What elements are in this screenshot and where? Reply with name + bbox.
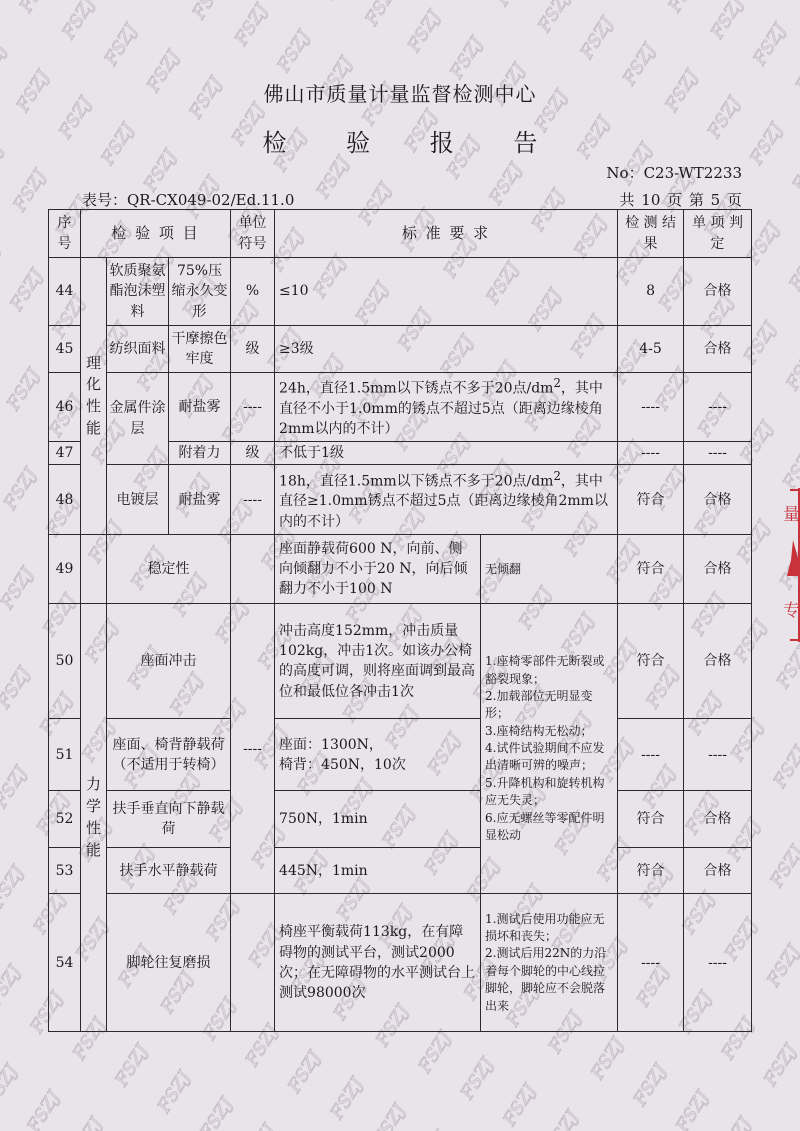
- unit-cell: ----: [231, 373, 275, 442]
- unit-spacer: [231, 535, 275, 604]
- requirement-cell: 不低于1级: [275, 442, 618, 465]
- item-cell: 座面冲击: [107, 604, 231, 719]
- seq-cell: 49: [49, 535, 81, 604]
- header-verdict: 单 项 判 定: [684, 210, 752, 258]
- item-cell: 脚轮往复磨损: [107, 894, 231, 1032]
- requirement-cell: ≤10: [275, 258, 618, 326]
- stamp-char-bottom: 专: [783, 601, 800, 621]
- subcategory-cell: 纺织面料: [107, 326, 169, 373]
- page-indicator: 共 10 页 第 5 页: [619, 191, 742, 209]
- category-spacer: [81, 535, 107, 604]
- table-row: [49, 848, 752, 894]
- seq-cell: 51: [49, 719, 81, 791]
- item-cell: 扶手水平静载荷: [107, 848, 231, 894]
- table-row: [49, 465, 752, 535]
- table-row: [49, 894, 752, 1032]
- result-cell: ----: [618, 894, 684, 1032]
- unit-cell: 级: [231, 326, 275, 373]
- result-cell: ----: [618, 719, 684, 791]
- table-header-row: [49, 210, 752, 258]
- requirement-cell: 18h，直径1.5mm以下锈点不多于20点$/dm^2$，其中直径≥1.0mm锈点不超过5点（距离边缘棱角2mm以内的不计）: [275, 465, 618, 535]
- verdict-cell: 合格: [684, 258, 752, 326]
- verdict-cell: 合格: [684, 791, 752, 848]
- header-result: 检 测 结 果: [618, 210, 684, 258]
- requirement-cell: 冲击高度152mm，冲击质量102kg，冲击1次。如该办公椅的高度可调，则将座面调到最高位和最低位各冲击1次: [275, 604, 481, 719]
- verdict-cell: 合格: [684, 848, 752, 894]
- requirement-detail-cell: 1.测试后使用功能应无损坏和丧失； 2.测试后用22N的力沿着每个脚轮的中心线拉脚轮，脚轮应不会脱落出来: [481, 894, 618, 1032]
- table-row: [49, 719, 752, 791]
- verdict-cell: 合格: [684, 604, 752, 719]
- table-row: [49, 535, 752, 604]
- unit-cell: ----: [231, 465, 275, 535]
- seq-cell: 48: [49, 465, 81, 535]
- seq-cell: 46: [49, 373, 81, 442]
- unit-cell: %: [231, 258, 275, 326]
- seq-cell: 45: [49, 326, 81, 373]
- result-cell: 符合: [618, 535, 684, 604]
- verdict-cell: ----: [684, 719, 752, 791]
- verdict-cell: ----: [684, 373, 752, 442]
- table-row: [49, 326, 752, 373]
- verdict-cell: 合格: [684, 535, 752, 604]
- item-cell: 稳定性: [107, 535, 231, 604]
- header-standard: 标 准 要 求: [275, 210, 618, 258]
- item-cell: 附着力: [169, 442, 231, 465]
- table-row: [49, 258, 752, 326]
- result-cell: ----: [618, 442, 684, 465]
- requirement-cell: 24h，直径1.5mm以下锈点不多于20点$/dm^2$，其中直径不小于1.0mm的锈点不超过5点（距离边缘棱角2mm以内的不计）: [275, 373, 618, 442]
- seq-cell: 52: [49, 791, 81, 848]
- requirement-cell: 座面静载荷600 N，向前、侧向倾翻力不小于20 N，向后倾翻力不小于100 N: [275, 535, 481, 604]
- verdict-cell: 合格: [684, 326, 752, 373]
- category-mechanical: 力学性能: [81, 604, 107, 1032]
- inspection-table: [48, 209, 752, 1032]
- report-number: No：C23-WT2233: [606, 164, 742, 182]
- table-row: [49, 604, 752, 719]
- header-unit: 单位符号: [231, 210, 275, 258]
- verdict-cell: ----: [684, 894, 752, 1032]
- requirement-cell: 750N，1min: [275, 791, 481, 848]
- subcategory-cell: 软质聚氨酯泡沫塑料: [107, 258, 169, 326]
- result-cell: 符合: [618, 791, 684, 848]
- item-cell: 耐盐雾: [169, 373, 231, 442]
- unit-cell: 级: [231, 442, 275, 465]
- result-cell: ----: [618, 373, 684, 442]
- seq-cell: 53: [49, 848, 81, 894]
- header-item: 检 验 项 目: [81, 210, 231, 258]
- requirement-cell: ≥3级: [275, 326, 618, 373]
- item-cell: 耐盐雾: [169, 465, 231, 535]
- seq-cell: 44: [49, 258, 81, 326]
- stamp-char-top: 量: [783, 505, 800, 525]
- report-title: 检 验 报 告: [262, 129, 564, 157]
- form-number: 表号：QR-CX049-02/Ed.11.0: [82, 191, 295, 209]
- result-cell: 8: [618, 258, 684, 326]
- item-cell: 扶手垂直向下静载荷: [107, 791, 231, 848]
- category-physical: 理化性能: [81, 258, 107, 535]
- result-cell: 4-5: [618, 326, 684, 373]
- unit-spacer: [231, 894, 275, 1032]
- table-row: [49, 373, 752, 442]
- requirement-cell: 座面：1300N， 椅背：450N，10次: [275, 719, 481, 791]
- item-cell: 座面、椅背静载荷（不适用于转椅）: [107, 719, 231, 791]
- subcategory-cell: 电镀层: [107, 465, 169, 535]
- result-cell: 符合: [618, 848, 684, 894]
- mechanical-requirements-cell: 1.座椅零部件无断裂或豁裂现象； 2.加载部位无明显变形； 3.座椅结构无松动； 4.试件试验期间不应发出清晰可辨的噪声； 5.升降机构和旋转机构应无失灵； 6.应无螺丝等零配件明显松动: [481, 604, 618, 894]
- organization-name: 佛山市质量计量监督检测中心: [263, 82, 537, 106]
- item-cell: 75%压缩永久变形: [169, 258, 231, 326]
- header-seq: 序号: [49, 210, 81, 258]
- seq-cell: 47: [49, 442, 81, 465]
- requirement-detail-cell: 无倾翻: [481, 535, 618, 604]
- result-cell: 符合: [618, 604, 684, 719]
- item-cell: 干摩擦色牢度: [169, 326, 231, 373]
- seq-cell: 50: [49, 604, 81, 719]
- table-row: [49, 791, 752, 848]
- verdict-cell: ----: [684, 442, 752, 465]
- seq-cell: 54: [49, 894, 81, 1032]
- result-cell: 符合: [618, 465, 684, 535]
- requirement-cell: 445N，1min: [275, 848, 481, 894]
- subcategory-cell: 金属件涂层: [107, 373, 169, 465]
- unit-cell: ----: [231, 604, 275, 894]
- verdict-cell: 合格: [684, 465, 752, 535]
- red-seal-stamp: [780, 488, 800, 642]
- requirement-cell: 椅座平衡载荷113kg，在有障碍物的测试平台，测试2000次；在无障碍物的水平测试台上测试98000次: [275, 894, 481, 1032]
